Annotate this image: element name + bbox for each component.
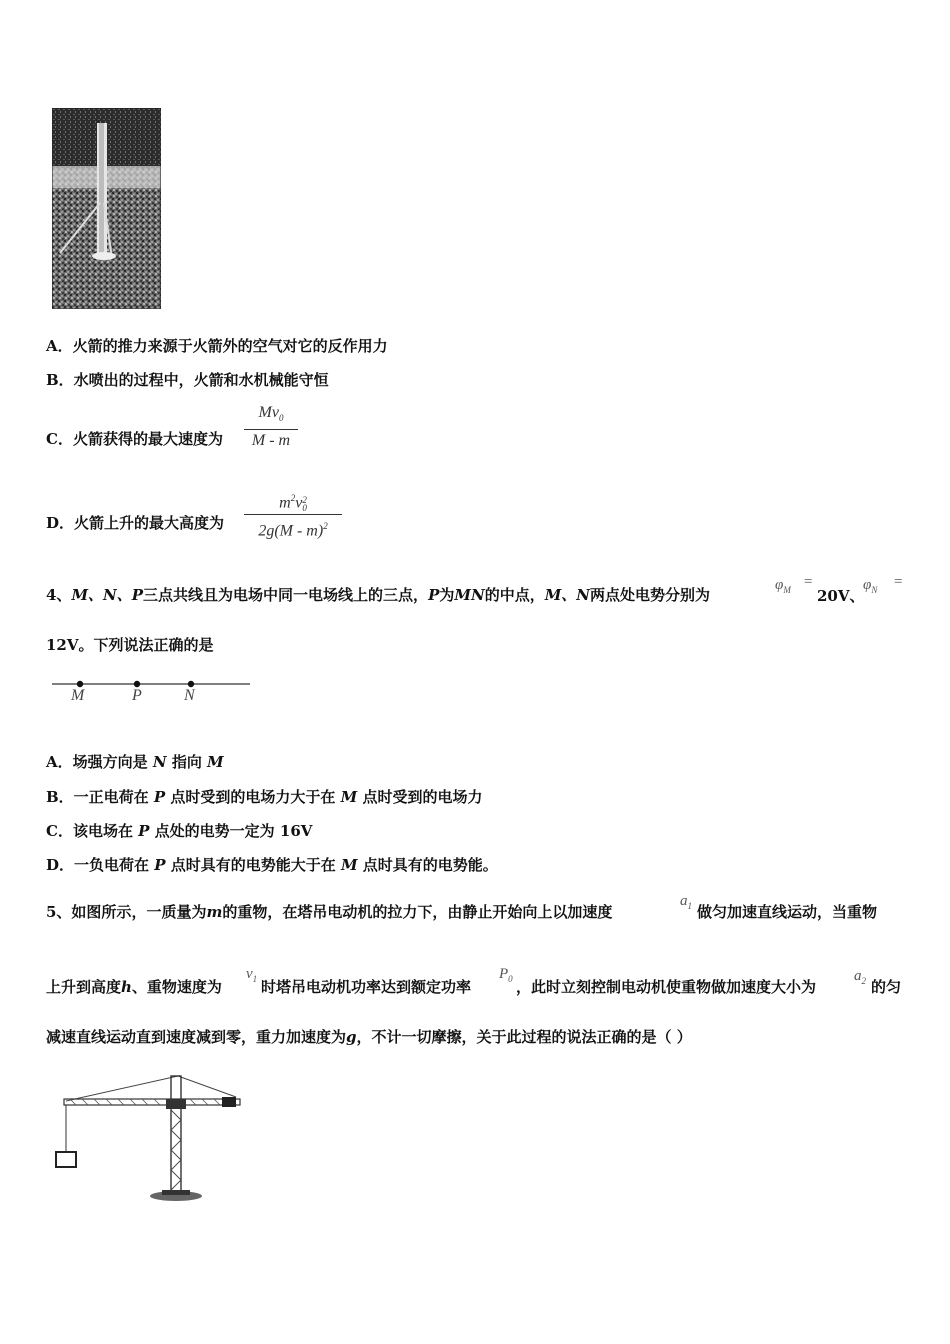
q4-points: M、N、P <box>71 586 144 604</box>
q4-text-1: 三点共线且为电场中同一电场线上的三点， <box>143 586 429 604</box>
q3-option-a: A．火箭的推力来源于火箭外的空气对它的反作用力 <box>46 337 388 355</box>
q5-t2: 的重物，在塔吊电动机的拉力下，由静止开始向上以加速度 <box>222 903 613 921</box>
q5-t3: 上升到高度 <box>46 978 122 996</box>
q4d-t1: D．一负电荷在 <box>46 856 155 874</box>
formula-d-v-sup: 2 <box>302 494 307 505</box>
q5-stem-line3 <box>46 1027 692 1047</box>
q4b-p: P <box>153 788 166 806</box>
q5-stem-line2c: ，此时立刻控制电动机使重物做加速度大小为 <box>516 978 817 996</box>
formula-c-num: Mv <box>258 404 279 421</box>
phi-n: φ <box>863 577 872 593</box>
label-m: M <box>71 687 85 704</box>
phi-m: φ <box>775 577 784 593</box>
q4-text-2: 为 <box>439 586 455 604</box>
rocket-photo <box>52 108 161 309</box>
a1-sub: 1 <box>687 901 692 911</box>
q4-stem-line1 <box>46 585 710 605</box>
q5-t4: 、重物速度为 <box>131 978 222 996</box>
q4-option-d <box>46 855 498 875</box>
q4d-p: P <box>154 856 166 874</box>
p0-symbol <box>499 966 513 984</box>
q4b-t2: 点时受到的电场力大于在 <box>165 788 341 806</box>
q3-option-b: B．水喷出的过程中，火箭和水机械能守恒 <box>46 371 329 389</box>
p0-sub: 0 <box>508 974 513 984</box>
q5-t5: 减速直线运动直到速度减到零，重力加速度为 <box>46 1028 347 1046</box>
label-n: N <box>184 687 195 704</box>
phi-n-sub: N <box>871 585 878 595</box>
q5-stem-line2 <box>46 977 222 997</box>
q4b-t1: B．一正电荷在 <box>46 788 154 806</box>
q4d-t2: 点时具有的电势能大于在 <box>165 856 341 874</box>
formula-d-v: v <box>295 494 303 512</box>
label-p: P <box>132 687 142 704</box>
a1-symbol <box>680 893 692 911</box>
formula-d-v-sub: 0 <box>302 502 307 513</box>
q5-t1: 5、如图所示，一质量为 <box>46 903 207 921</box>
q4-text-3: 的中点， <box>484 586 545 604</box>
v1-sub: 1 <box>252 974 258 984</box>
q4-mn: MN <box>454 586 485 604</box>
formula-c-den: M - m <box>251 432 291 450</box>
q4-option-a <box>46 752 224 772</box>
eq1-symbol: = <box>803 574 814 590</box>
eq2-symbol: = <box>893 574 904 590</box>
formula-c-num-sub: 0 <box>278 413 284 424</box>
q4c-t1: C．该电场在 <box>46 822 139 840</box>
q4-mn2: M、N <box>544 586 591 604</box>
q3-option-c: C．火箭获得的最大速度为 <box>46 430 223 448</box>
formula-max-speed <box>244 404 298 450</box>
field-line-diagram <box>50 675 255 713</box>
q4a-m: M <box>207 753 224 771</box>
q4-text-4: 两点处电势分别为 <box>590 586 711 604</box>
tower-crane-figure <box>50 1070 250 1205</box>
q4a-n: N <box>152 753 167 771</box>
q4b-t3: 点时受到的电场力 <box>357 788 483 806</box>
formula-d-m-sup: 2 <box>290 493 296 503</box>
v1-symbol <box>246 966 257 984</box>
q5-m: m <box>206 903 223 921</box>
q4-stem-line2: 12V。下列说法正确的是 <box>46 636 214 654</box>
a2-sub: 2 <box>861 976 866 986</box>
phi-n-symbol <box>863 577 877 595</box>
a2-symbol <box>854 968 866 986</box>
q5-stem-line1b: 做匀加速直线运动，当重物 <box>697 903 878 921</box>
q5-g: g <box>346 1028 357 1046</box>
q5-stem-line1 <box>46 902 612 922</box>
q4-option-b <box>46 787 482 807</box>
q5-h: h <box>121 978 132 996</box>
q4c-t2: 点处的电势一定为 16V <box>149 822 313 840</box>
q5-t6: ，不计一切摩擦，关于此过程的说法正确的是（ ） <box>356 1028 692 1046</box>
q4-value-m: 20V、 <box>817 587 865 605</box>
q4d-m: M <box>340 856 358 874</box>
q4a-t2: 指向 <box>166 753 208 771</box>
q4-p: P <box>428 586 440 604</box>
formula-max-height <box>244 489 342 541</box>
q5-stem-line2d: 的匀 <box>871 978 902 996</box>
q4a-t1: A．场强方向是 <box>46 753 153 771</box>
q4c-p: P <box>138 822 150 840</box>
a2: a <box>854 968 862 984</box>
formula-d-m: m <box>279 494 291 512</box>
q3-option-d: D．火箭上升的最大高度为 <box>46 514 225 532</box>
q4-option-c <box>46 821 312 841</box>
q4b-m: M <box>340 788 358 806</box>
a1: a <box>680 893 688 909</box>
q4-number: 4、 <box>46 586 72 604</box>
phi-m-sub: M <box>783 585 791 595</box>
formula-d-den-sup: 2 <box>323 521 328 532</box>
q4d-t3: 点时具有的电势能。 <box>357 856 498 874</box>
p0: P <box>499 966 509 982</box>
v1: v <box>246 966 253 982</box>
phi-m-symbol <box>775 577 791 595</box>
q5-stem-line2b: 时塔吊电动机功率达到额定功率 <box>261 978 472 996</box>
formula-d-den: 2g(M - m) <box>258 522 324 540</box>
